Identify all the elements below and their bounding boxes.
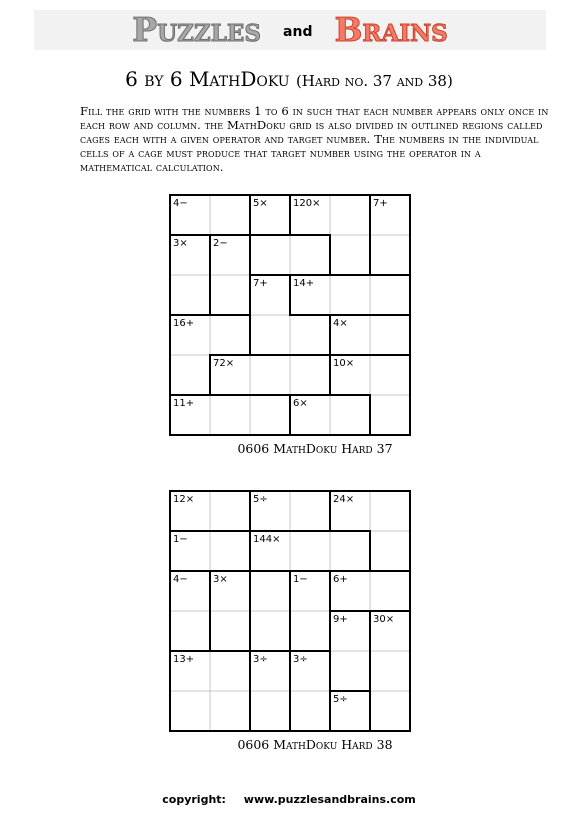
title-sub: (Hard no. 37 and 38): [295, 72, 453, 90]
cage-clue: 4−: [173, 198, 188, 209]
mathdoku-grid-38: [168, 489, 412, 733]
mathdoku-grid-37: [168, 193, 412, 437]
cage-clue: 6×: [293, 398, 308, 409]
cage-clue: 5÷: [253, 494, 268, 505]
puzzle-caption-38: 0606 MathDoku Hard 38: [237, 737, 393, 752]
cage-clue: 16+: [173, 318, 195, 329]
cage-clue: 3÷: [293, 654, 308, 665]
cage-clue: 30×: [373, 614, 395, 625]
cage-clue: 11+: [173, 398, 195, 409]
cage-clue: 7+: [253, 278, 268, 289]
cage-clue: 9+: [333, 614, 348, 625]
logo-and: and: [283, 24, 313, 40]
cage-clue: 4×: [333, 318, 348, 329]
cage-clue: 7+: [373, 198, 388, 209]
logo-puzzles: Puzzles: [132, 10, 262, 49]
cage-clue: 5÷: [333, 694, 348, 705]
cage-clue: 24×: [333, 494, 355, 505]
site-banner: [34, 10, 546, 50]
logo-brains: Brains: [334, 10, 448, 49]
website-url[interactable]: www.puzzlesandbrains.com: [243, 793, 416, 806]
cage-clue: 144×: [253, 534, 281, 545]
cage-clue: 1−: [173, 534, 188, 545]
footer: [0, 793, 578, 806]
page-title: [0, 66, 578, 94]
cage-clue: 3×: [213, 574, 228, 585]
cage-clue: 1−: [293, 574, 308, 585]
cage-clue: 72×: [213, 358, 235, 369]
title-main: 6 by 6 MathDoku: [125, 67, 290, 91]
cage-clue: 3÷: [253, 654, 268, 665]
cage-clue: 14+: [293, 278, 315, 289]
puzzle-caption-37: 0606 MathDoku Hard 37: [237, 441, 393, 456]
cage-clue: 6+: [333, 574, 348, 585]
copyright-label: copyright:: [162, 793, 226, 806]
cage-clue: 5×: [253, 198, 268, 209]
cage-clue: 2−: [213, 238, 228, 249]
cage-clue: 13+: [173, 654, 195, 665]
cage-clue: 12×: [173, 494, 195, 505]
cage-clue: 3×: [173, 238, 188, 249]
cage-clue: 120×: [293, 198, 321, 209]
cage-clue: 10×: [333, 358, 355, 369]
cage-clue: 4−: [173, 574, 188, 585]
instructions-text: Fill the grid with the numbers 1 to 6 in such that each number appears only once in each row and column. the MathDoku grid is also divided in outlined regions called cages each with a given operator and target number. The numbers in the individual cells of a cage must produce that target number using the operator in a mathematical calculation.: [80, 104, 549, 174]
